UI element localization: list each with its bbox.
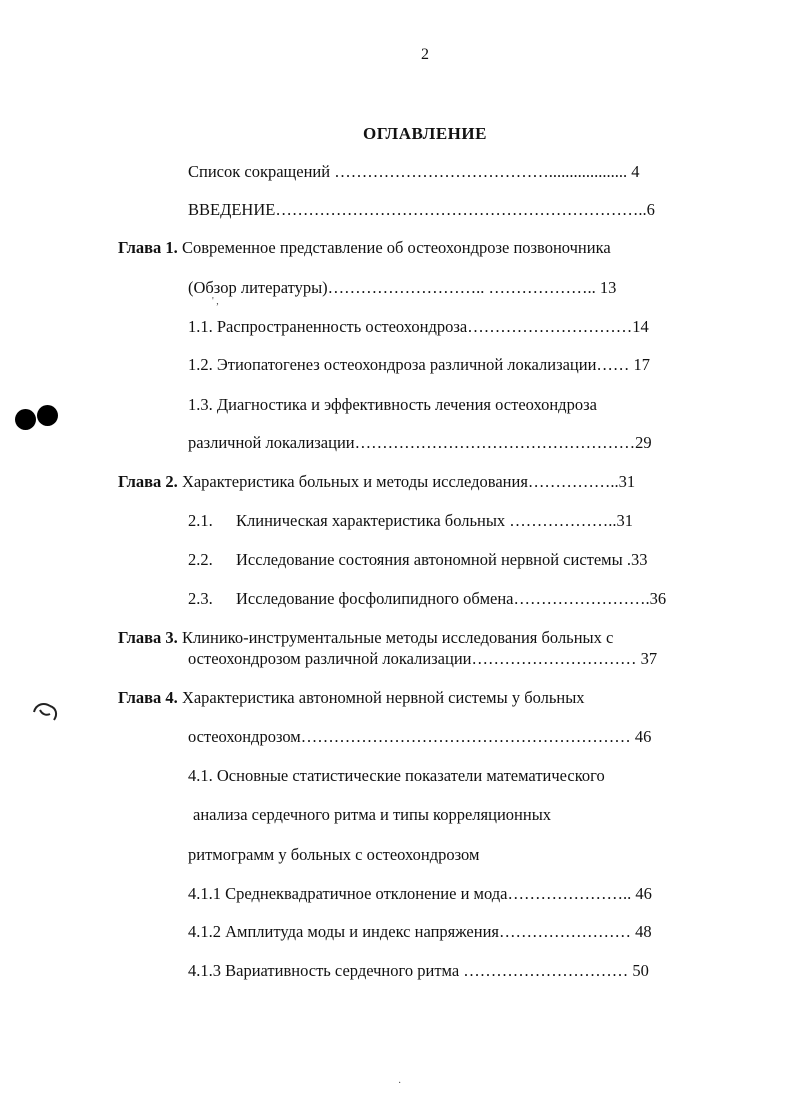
section-2-3-number: 2.3.	[188, 589, 213, 608]
section-2-2-number: 2.2.	[188, 550, 213, 569]
toc-heading: ОГЛАВЛЕНИЕ	[363, 124, 487, 143]
chapter-4-title: Характеристика автономной нервной системы у больных	[181, 688, 585, 707]
toc-chapter-4	[118, 688, 585, 708]
section-2-1-number: 2.1.	[188, 511, 213, 530]
chapter-1-title: Современное представление об остеохондрозе позвоночника	[181, 238, 611, 257]
toc-section-1-3-cont: различной локализации……………………………………………29	[188, 433, 652, 452]
toc-section-4-1: 4.1. Основные статистические показатели математического	[188, 766, 605, 785]
chapter-1-title-cont: (Обзор литературы)……………………….. ……………….. 13	[188, 278, 617, 297]
chapter-1-label: Глава 1.	[118, 238, 178, 257]
binder-hole-mark-left	[15, 409, 36, 430]
chapter-3-label: Глава 3.	[118, 628, 178, 647]
binder-hole-mark-right	[37, 405, 58, 426]
toc-section-4-1-3: 4.1.3 Вариативность сердечного ритма ………………………… 50	[188, 961, 649, 980]
toc-section-1-2: 1.2. Этиопатогенез остеохондроза различной локализации…… 17	[188, 355, 651, 374]
toc-entry-introduction: ВВЕДЕНИЕ…………………………………………………………..6	[188, 200, 655, 219]
toc-section-4-1-1: 4.1.1 Среднеквадратичное отклонение и мода………………….. 46	[188, 884, 652, 903]
toc-section-2-1	[188, 511, 633, 531]
section-2-2-text: Исследование состояния автономной нервной системы .33	[236, 550, 648, 569]
toc-section-4-1-cont-1: анализа сердечного ритма и типы корреляционных	[193, 805, 552, 824]
toc-chapter-1	[118, 238, 611, 258]
page-number: 2	[421, 46, 429, 63]
scan-speck-1: ' ,	[212, 296, 219, 307]
chapter-3-title-cont: остеохондрозом различной локализации………………………… 37	[188, 649, 658, 668]
chapter-2-title: Характеристика больных и методы исследования……………..31	[181, 472, 636, 491]
toc-chapter-2	[118, 472, 635, 492]
toc-chapter-3	[118, 628, 613, 648]
chapter-4-label: Глава 4.	[118, 688, 178, 707]
section-2-1-text: Клиническая характеристика больных ………………..31	[236, 511, 634, 530]
scan-smudge-mark	[30, 698, 64, 726]
section-2-3-text: Исследование фосфолипидного обмена…………………….36	[236, 589, 667, 608]
chapter-2-label: Глава 2.	[118, 472, 178, 491]
toc-section-1-1: 1.1. Распространенность остеохондроза…………………………14	[188, 317, 649, 336]
toc-section-2-3	[188, 589, 666, 609]
chapter-3-title: Клинико-инструментальные методы исследования больных с	[181, 628, 614, 647]
toc-section-1-3: 1.3. Диагностика и эффективность лечения остеохондроза	[188, 395, 597, 414]
toc-section-4-1-2: 4.1.2 Амплитуда моды и индекс напряжения…………………… 48	[188, 922, 652, 941]
scan-speck-2: ·	[398, 1078, 402, 1089]
toc-entry-abbreviations: Список сокращений …………………………………................... 4	[188, 162, 640, 181]
toc-section-2-2	[188, 550, 647, 570]
chapter-4-title-cont: остеохондрозом…………………………………………………… 46	[188, 727, 652, 746]
toc-section-4-1-cont-2: ритмограмм у больных с остеохондрозом	[188, 845, 480, 864]
